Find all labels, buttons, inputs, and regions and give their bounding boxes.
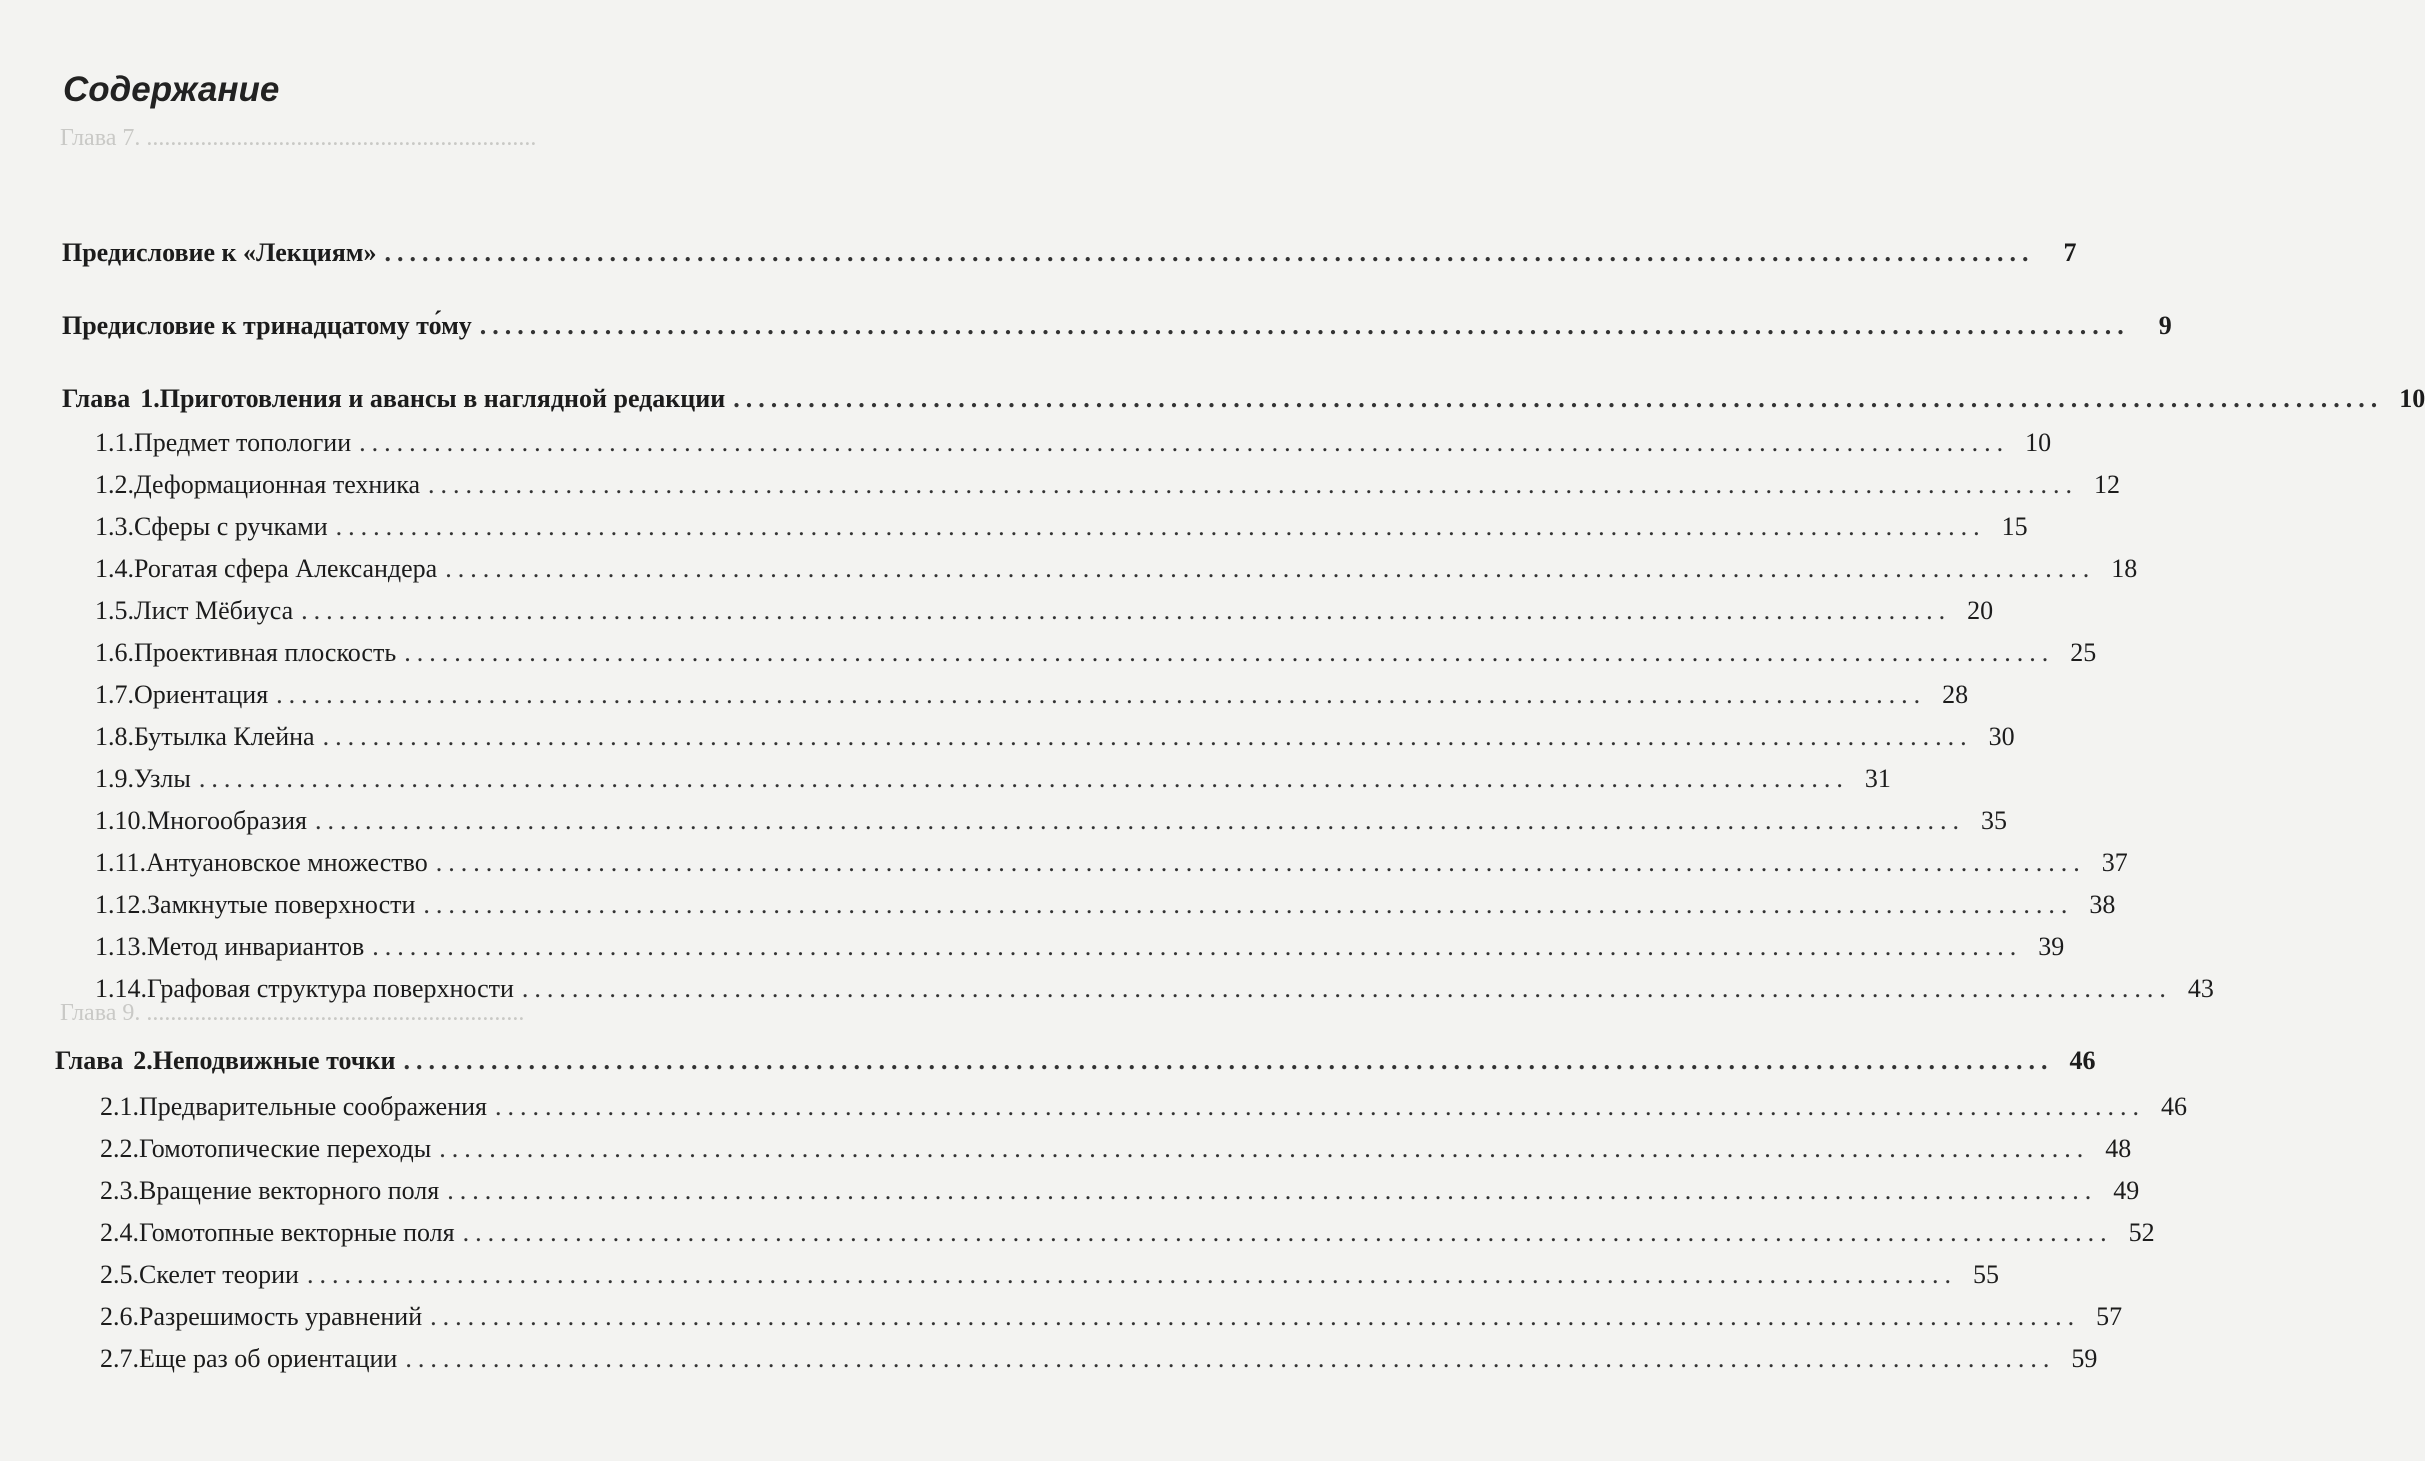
section-title: Вращение векторного поля [139, 1176, 440, 1205]
section-number: 1.5. [95, 596, 134, 625]
leader-dots: .................................................................................................................................... [439, 1134, 2090, 1163]
page-title: Содержание [63, 70, 280, 109]
chapter-number: 2. [133, 1046, 153, 1075]
toc-section[interactable] [95, 428, 2052, 468]
section-title: Узлы [134, 764, 191, 793]
section-number: 1.3. [95, 512, 134, 541]
toc-section[interactable] [100, 1218, 2155, 1258]
section-number: 1.9. [95, 764, 134, 793]
section-title: Деформационная техника [134, 470, 420, 499]
chapter-number: 1. [140, 384, 160, 413]
section-title: Предмет топологии [134, 428, 352, 457]
section-number: 1.4. [95, 554, 134, 583]
chapter-title: Приготовления и авансы в наглядной редакции [159, 384, 726, 413]
section-page: 18 [2111, 554, 2138, 583]
section-title: Антуановское множество [146, 848, 428, 877]
section-number: 2.7. [100, 1344, 139, 1373]
section-page: 39 [2038, 932, 2065, 961]
section-number: 1.7. [95, 680, 134, 709]
section-title: Сферы с ручками [134, 512, 328, 541]
section-page: 12 [2094, 470, 2120, 499]
section-page: 31 [1864, 764, 1891, 793]
section-title: Метод инвариантов [147, 932, 365, 961]
section-page: 35 [1980, 806, 2007, 835]
section-title: Лист Мёбиуса [134, 596, 294, 625]
section-page: 49 [2113, 1176, 2140, 1205]
toc-section[interactable] [95, 554, 2138, 594]
section-number: 2.6. [100, 1302, 139, 1331]
chapter-prefix: Глава [55, 1046, 124, 1075]
entry-page: 7 [2063, 238, 2077, 267]
section-title: Проективная плоскость [134, 638, 397, 667]
section-page: 43 [2187, 974, 2214, 1003]
section-page: 37 [2101, 848, 2128, 877]
toc-section[interactable] [95, 932, 2065, 972]
toc-section[interactable] [100, 1260, 1999, 1300]
leader-dots: .................................................................................................................................... [276, 680, 1927, 709]
section-number: 1.13. [95, 932, 147, 961]
entry-page: 9 [2158, 311, 2172, 340]
leader-dots: .................................................................................................................................... [430, 1302, 2081, 1331]
leader-dots: .................................................................................................................................... [372, 932, 2023, 961]
section-page: 28 [1942, 680, 1969, 709]
entry-title: Предисловие к тринадцатому то́му [62, 311, 472, 340]
leader-dots: .................................................................................................................................... [306, 1260, 1957, 1289]
toc-section[interactable] [100, 1302, 2123, 1342]
toc-section[interactable] [95, 890, 2116, 930]
toc-section[interactable] [100, 1344, 2098, 1384]
section-page: 46 [2161, 1092, 2188, 1121]
leader-dots: .................................................................................................................................... [403, 1046, 2054, 1075]
toc-section[interactable] [95, 596, 1994, 636]
section-number: 1.2. [95, 470, 134, 499]
section-number: 1.12. [95, 890, 147, 919]
leader-dots: .................................................................................................................................... [521, 974, 2172, 1003]
leader-dots: .................................................................................................................................... [322, 722, 1973, 751]
section-title: Рогатая сфера Александера [134, 554, 438, 583]
section-title: Еще раз об ориентации [139, 1344, 398, 1373]
section-number: 2.1. [100, 1092, 139, 1121]
leader-dots: .................................................................................................................................... [301, 596, 1952, 625]
leader-dots: .................................................................................................................................... [404, 638, 2055, 667]
leader-dots: .................................................................................................................................... [495, 1092, 2146, 1121]
chapter-page: 46 [2069, 1046, 2096, 1075]
section-number: 2.4. [100, 1218, 139, 1247]
section-title: Предварительные соображения [139, 1092, 488, 1121]
section-title: Гомотопические переходы [139, 1134, 432, 1163]
section-number: 1.10. [95, 806, 147, 835]
chapter-title: Неподвижные точки [152, 1046, 396, 1075]
section-title: Бутылка Клейна [134, 722, 315, 751]
toc-section[interactable] [95, 512, 2028, 552]
leader-dots: .................................................................................................................................... [447, 1176, 2098, 1205]
section-number: 1.1. [95, 428, 134, 457]
toc-entry-preface-lectures[interactable] [62, 238, 2077, 278]
toc-section[interactable] [95, 638, 2097, 678]
section-page: 30 [1988, 722, 2015, 751]
section-number: 1.6. [95, 638, 134, 667]
toc-section[interactable] [95, 974, 2214, 1014]
leader-dots: .................................................................................................................................... [423, 890, 2074, 919]
section-title: Замкнутые поверхности [147, 890, 416, 919]
toc-chapter-1[interactable] [62, 384, 2425, 424]
section-title: Разрешимость уравнений [139, 1302, 423, 1331]
section-number: 1.14. [95, 974, 147, 1003]
section-page: 59 [2071, 1344, 2098, 1373]
toc-section[interactable] [95, 722, 2015, 762]
leader-dots: .................................................................................................................................... [359, 428, 2010, 457]
section-page: 52 [2128, 1218, 2155, 1247]
leader-dots: .................................................................................................................................... [462, 1218, 2113, 1247]
leader-dots: .................................................................................................................................... [335, 512, 1986, 541]
leader-dots: .................................................................................................................................... [405, 1344, 2056, 1373]
section-number: 2.5. [100, 1260, 139, 1289]
section-page: 25 [2070, 638, 2097, 667]
section-page: 48 [2105, 1134, 2132, 1163]
leader-dots: .................................................................................................................................... [428, 470, 2078, 499]
toc-section[interactable] [100, 1176, 2140, 1216]
toc-chapter-2[interactable] [55, 1046, 2096, 1086]
toc-entry-preface-volume[interactable] [62, 311, 2172, 351]
chapter-page: 10 [2399, 384, 2425, 413]
leader-dots: .................................................................................................................................... [445, 554, 2096, 583]
section-title: Многообразия [147, 806, 307, 835]
section-page: 10 [2025, 428, 2052, 457]
entry-title: Предисловие к «Лекциям» [62, 238, 377, 267]
section-number: 1.11. [95, 848, 147, 877]
bleed-through: Глава 9. ............................................................... [60, 1000, 525, 1026]
section-page: 38 [2089, 890, 2116, 919]
section-number: 1.8. [95, 722, 134, 751]
toc-section[interactable] [95, 680, 1969, 720]
leader-dots: .................................................................................................................................... [435, 848, 2086, 877]
section-page: 20 [1967, 596, 1994, 625]
section-page: 15 [2001, 512, 2028, 541]
bleed-through: Глава 7. ................................................................. [60, 125, 537, 151]
section-number: 2.3. [100, 1176, 139, 1205]
section-number: 2.2. [100, 1134, 139, 1163]
chapter-prefix: Глава [62, 384, 131, 413]
toc-section[interactable] [95, 764, 1891, 804]
section-page: 55 [1972, 1260, 1999, 1289]
leader-dots: .................................................................................................................................... [384, 238, 2035, 267]
leader-dots: .................................................................................................................................... [479, 311, 2130, 340]
section-title: Скелет теории [139, 1260, 299, 1289]
toc-section[interactable] [100, 1134, 2132, 1174]
section-title: Гомотопные векторные поля [139, 1218, 455, 1247]
toc-section[interactable] [95, 470, 2120, 510]
section-page: 57 [2096, 1302, 2123, 1331]
toc-section[interactable] [95, 806, 2007, 846]
leader-dots: .................................................................................................................................... [314, 806, 1965, 835]
toc-section[interactable] [95, 848, 2128, 888]
toc-section[interactable] [100, 1092, 2188, 1132]
leader-dots: .................................................................................................................................... [198, 764, 1849, 793]
section-title: Графовая структура поверхности [147, 974, 514, 1003]
section-title: Ориентация [134, 680, 269, 709]
leader-dots: .................................................................................................................................... [733, 384, 2384, 413]
